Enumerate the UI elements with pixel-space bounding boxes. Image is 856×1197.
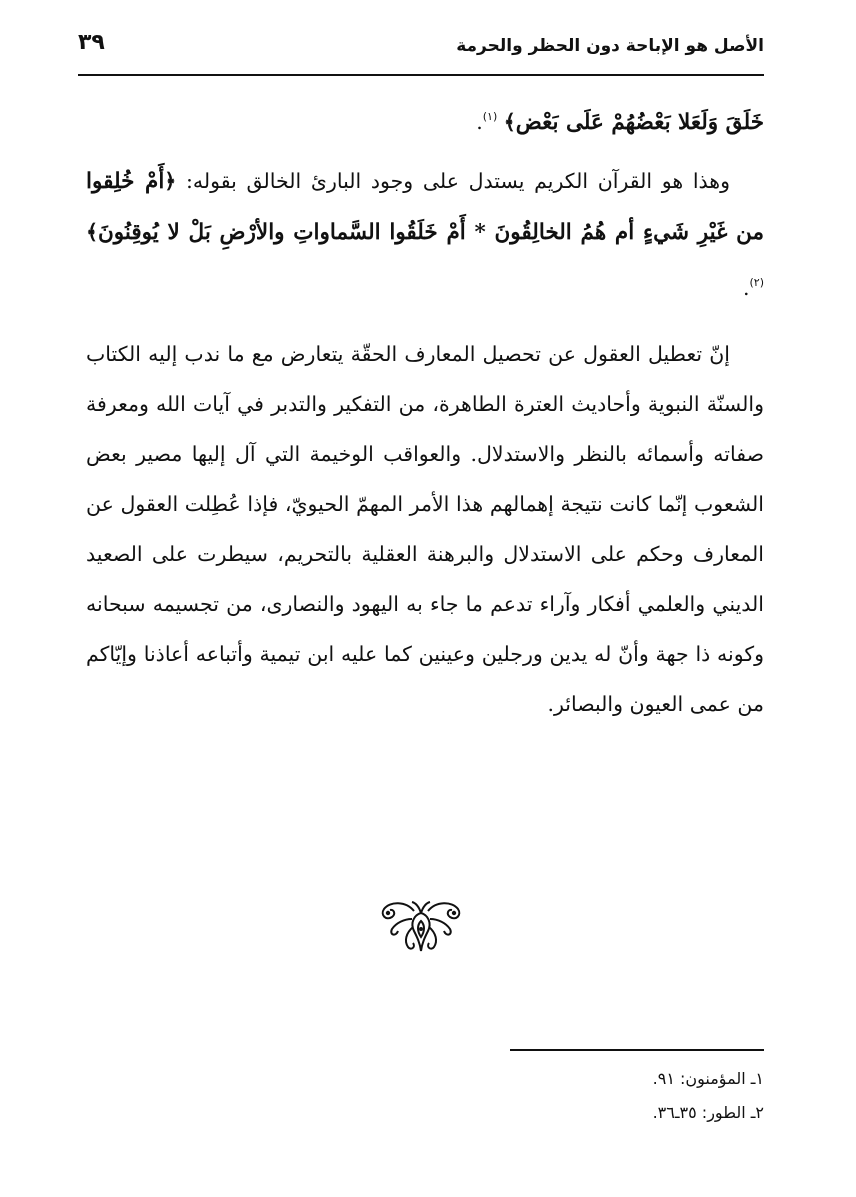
footnote-separator [510,1049,764,1051]
floral-ornament-icon [376,893,466,957]
running-title: الأصل هو الإباحة دون الحظر والحرمة [456,36,764,56]
page-number: ٣٩ [78,30,105,55]
paragraph-2 [86,156,764,313]
main-text [86,92,764,729]
period-2: . [742,276,750,300]
opening-brace-2: ﴿ [164,169,177,193]
header-rule [78,74,764,76]
paragraph-1 [86,92,764,148]
quran-verse-1: خَلَقَ وَلَعَلا بَعْضُهُمْ عَلَى بَعْض [515,110,764,135]
closing-brace-2: ﴾ [86,220,99,244]
period-1: . [476,110,483,134]
page-header [78,28,764,72]
footnote-ref-1[interactable]: (١) [482,110,498,123]
quran-verse-2: أَمْ خُلِقوا من غَيْرِ شَيءٍ أم هُمُ الخالِقُونَ * أَمْ خَلَقُوا السَّماواتِ والأرْضِ بَلْ لا يُوقِنُونَ [86,169,764,245]
paragraph-3: إنّ تعطيل العقول عن تحصيل المعارف الحقّة يتعارض مع ما ندب إليه الكتاب والسنّة النبوية وأحاديث العترة الطاهرة، من التفكير والتدبر في آيات الله ومعرفة صفاته وأسمائه بالنظر والاستدلال. والعواقب الوخيمة التي آل إليها مصير بعض الشعوب إنّما كانت نتيجة إهمالهم هذا الأمر المهمّ الحيويّ، فإذا عُطِلت العقول عن المعارف وحكم على الاستدلال والبرهنة العقلية بالتحريم، سيطرت على الصعيد الديني والعلمي أفكار وآراء تدعم ما جاء به اليهود والنصارى، من تجسيمه سبحانه وكونه ذا جهة وأنّ له يدين ورجلين وعينين كما عليه ابن تيمية وأتباعه أعاذنا وإيّاكم من عمى العيون والبصائر. [86,342,764,716]
closing-brace-1: ﴾ [503,110,516,134]
footnote-2: ٢ـ الطور: ٣٥ـ٣٦. [652,1103,764,1122]
footnote-1: ١ـ المؤمنون: ٩١. [652,1069,764,1088]
paragraph-2-intro: وهذا هو القرآن الكريم يستدل على وجود البارئ الخالق بقوله: [176,169,730,193]
footnotes [464,1062,764,1130]
footnote-ref-2[interactable]: (٢) [749,276,764,289]
